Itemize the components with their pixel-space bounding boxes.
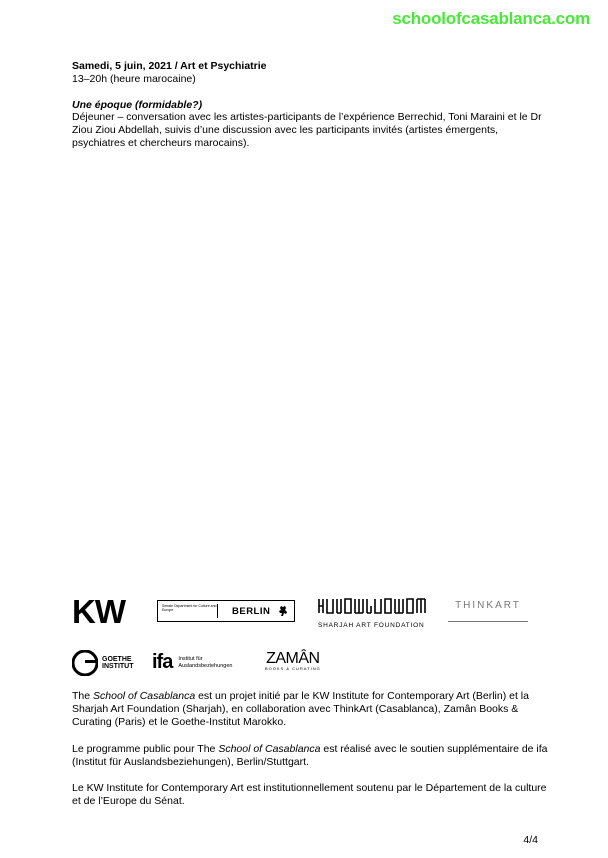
sharjah-pattern-icon xyxy=(318,597,428,615)
sharjah-logo xyxy=(318,597,428,629)
goethe-text xyxy=(102,656,134,671)
thinkart-logo xyxy=(448,600,528,622)
footer-p2-em: School of Casablanca xyxy=(218,743,321,755)
goethe-line2: INSTITUT xyxy=(102,663,134,670)
berlin-senate-text: Senate Department for Culture and Europe xyxy=(158,604,218,618)
footer-p1-post: est un projet initié par le KW Institute for Contemporary Art (Berlin) et la Sharjah Art Foundation (Sharjah), en collaboration avec ThinkArt (Casablanca), Zamân Books & Curating (Paris) et le Goethe-Institut Marokko. xyxy=(72,690,529,728)
event-subtitle: Une époque (formidable?) xyxy=(72,98,203,111)
ifa-word: ifa xyxy=(152,651,173,673)
berlin-word: BERLIN xyxy=(232,605,271,617)
footer-paragraph-3: Le KW Institute for Contemporary Art est institutionnellement soutenu par le Département de la culture et de l’Europe du Sénat. xyxy=(72,782,547,807)
ifa-text xyxy=(178,656,232,669)
site-link[interactable]: schoolofcasablanca.com xyxy=(392,9,590,28)
footer-p1-pre: The xyxy=(72,690,94,702)
berlin-logo xyxy=(157,600,295,622)
goethe-logo xyxy=(72,650,134,676)
zaman-word: ZAMÂN xyxy=(266,650,320,667)
footer-p2-pre: Le programme public pour The xyxy=(72,743,219,755)
page-number: 4/4 xyxy=(523,834,538,846)
thinkart-text: THINKART xyxy=(455,600,521,611)
kw-logo: KW xyxy=(72,593,125,630)
footer-paragraph-2 xyxy=(72,743,552,769)
footer-p2-post: est réalisé avec le soutien supplémentaire de ifa (Institut für Auslandsbeziehungen), Berlin/Stuttgart. xyxy=(72,743,548,768)
event-time: 13–20h (heure marocaine) xyxy=(72,72,196,85)
footer-p1-em: School of Casablanca xyxy=(93,690,196,702)
goethe-circle-icon xyxy=(72,650,98,676)
sharjah-text: SHARJAH ART FOUNDATION xyxy=(318,622,425,629)
event-block xyxy=(72,60,552,150)
event-description: Déjeuner – conversation avec les artistes-participants de l’expérience Berrechid, Toni Maraini et le Dr Ziou Ziou Abdellah, suivis d’une discussion avec les participants invités (artistes émergents, psychiatres et chercheurs marocains). xyxy=(72,111,542,149)
berlin-bear-icon xyxy=(278,605,288,617)
ifa-line2: Auslandsbeziehungen xyxy=(178,662,233,669)
goethe-line1: GOETHE xyxy=(102,655,132,663)
zaman-sub: BOOKS & CURATING xyxy=(265,666,321,671)
event-heading: Samedi, 5 juin, 2021 / Art et Psychiatrie xyxy=(72,60,267,72)
footer-paragraph-1 xyxy=(72,690,552,728)
thinkart-divider xyxy=(448,621,528,622)
ifa-line1: Institut für xyxy=(178,656,203,662)
ifa-logo xyxy=(152,651,232,674)
zaman-logo xyxy=(265,650,321,671)
